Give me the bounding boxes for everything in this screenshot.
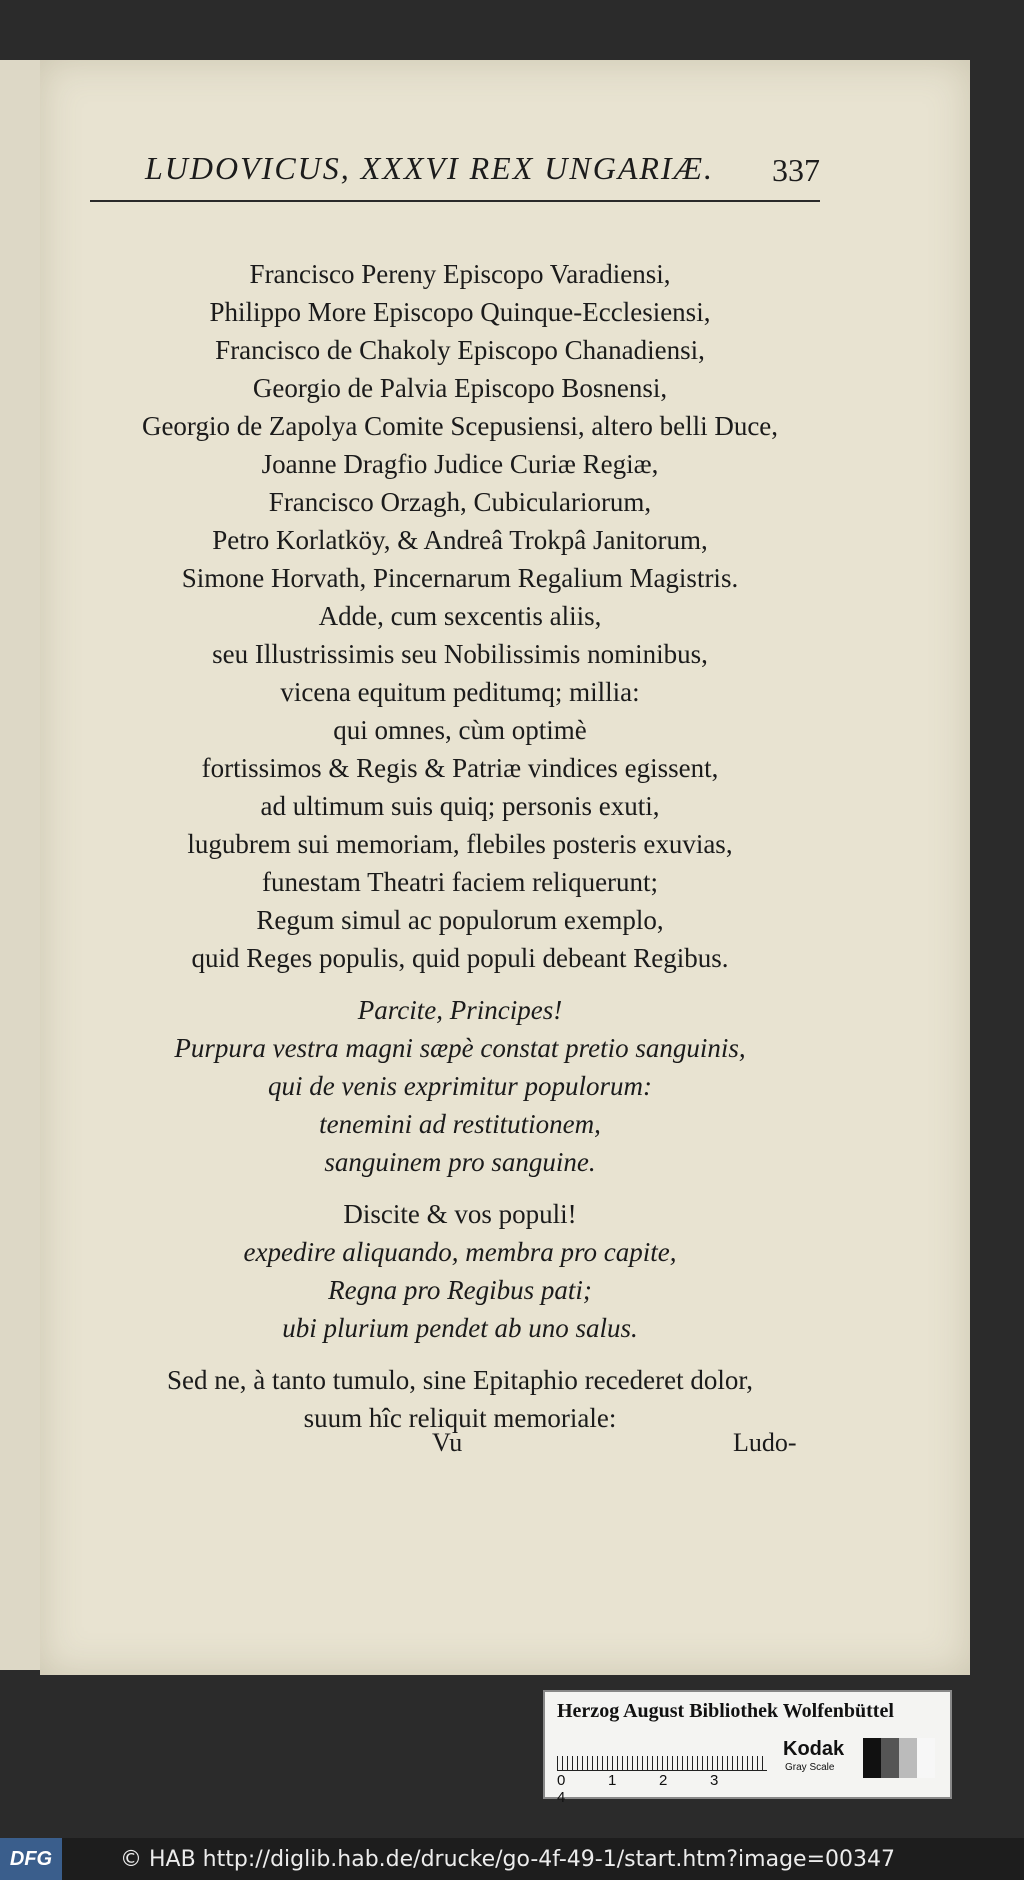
text-line: lugubrem sui memoriam, flebiles posteris exuvias, <box>187 829 733 859</box>
text-line: Simone Horvath, Pincernarum Regalium Magistris. <box>181 563 739 593</box>
catchword: Ludo- <box>733 1428 797 1457</box>
kodak-brand: Kodak <box>783 1738 845 1760</box>
text-line: Discite & vos populi! <box>343 1199 577 1229</box>
library-card-title: Herzog August Bibliothek Wolfenbüttel <box>557 1700 894 1722</box>
stanza-gap <box>80 1181 840 1195</box>
page-number: 337 <box>772 152 820 188</box>
signature-mark: Vu <box>432 1428 463 1457</box>
gray-swatch <box>917 1738 935 1778</box>
ruler-label: 2 <box>659 1772 668 1789</box>
running-head: LUDOVICUS, XXXVI REX UNGARIÆ. <box>145 150 715 186</box>
text-line: qui omnes, cùm optimè <box>333 715 587 745</box>
ruler-label: 4 <box>557 1789 566 1806</box>
text-line: qui de venis exprimitur populorum: <box>268 1071 652 1101</box>
text-line: expedire aliquando, membra pro capite, <box>243 1237 677 1267</box>
text-line: Regna pro Regibus pati; <box>328 1275 592 1305</box>
text-line: Adde, cum sexcentis aliis, <box>318 601 602 631</box>
facing-page-edge <box>0 60 42 1670</box>
text-line: Petro Korlatköy, & Andreâ Trokpâ Janitorum, <box>212 525 708 555</box>
text-line: Sed ne, à tanto tumulo, sine Epitaphio recederet dolor, <box>167 1365 753 1395</box>
text-line: Francisco Orzagh, Cubiculariorum, <box>268 487 652 517</box>
stanza-gap <box>80 977 840 991</box>
text-line: suum hîc reliquit memoriale: <box>303 1403 617 1433</box>
body-text <box>80 255 840 1437</box>
text-line: Joanne Dragfio Judice Curiæ Regiæ, <box>261 449 659 479</box>
gray-swatch <box>863 1738 881 1778</box>
ruler-scale <box>557 1736 767 1771</box>
text-line: tenemini ad restitutionem, <box>319 1109 601 1139</box>
text-line: Francisco de Chakoly Episcopo Chanadiensi, <box>215 335 705 365</box>
text-line: seu Illustrissimis seu Nobilissimis nominibus, <box>212 639 708 669</box>
copyright-link[interactable]: © HAB http://diglib.hab.de/drucke/go-4f-49-1/start.htm?image=00347 <box>120 1847 895 1872</box>
footer-bar <box>0 1838 1024 1880</box>
text-line: Georgio de Zapolya Comite Scepusiensi, altero belli Duce, <box>141 411 779 441</box>
ruler-label: 3 <box>710 1772 719 1789</box>
text-line: vicena equitum peditumq; millia: <box>280 677 640 707</box>
text-line: Regum simul ac populorum exemplo, <box>256 905 664 935</box>
library-color-card <box>543 1690 952 1806</box>
ruler-label: 1 <box>608 1772 617 1789</box>
gray-swatches <box>863 1738 935 1778</box>
gray-scale-label: Gray Scale <box>785 1762 835 1773</box>
page-header <box>90 150 820 202</box>
text-line: Georgio de Palvia Episcopo Bosnensi, <box>252 373 668 403</box>
text-line: ad ultimum suis quiq; personis exuti, <box>260 791 660 821</box>
text-line: sanguinem pro sanguine. <box>324 1147 596 1177</box>
gray-swatch <box>881 1738 899 1778</box>
text-line: quid Reges populis, quid populi debeant Regibus. <box>191 943 729 973</box>
text-line: Parcite, Principes! <box>357 995 563 1025</box>
stanza-gap <box>80 1347 840 1361</box>
text-line: ubi plurium pendet ab uno salus. <box>282 1313 638 1343</box>
dfg-logo: DFG <box>0 1838 62 1880</box>
text-line: Philippo More Episcopo Quinque-Ecclesiensi, <box>209 297 711 327</box>
gray-swatch <box>899 1738 917 1778</box>
text-line: fortissimos & Regis & Patriæ vindices egissent, <box>201 753 719 783</box>
text-line: Francisco Pereny Episcopo Varadiensi, <box>249 259 671 289</box>
ruler-labels <box>557 1772 777 1806</box>
ruler-label: 0 <box>557 1772 566 1789</box>
text-line: funestam Theatri faciem reliquerunt; <box>261 867 659 897</box>
text-line: Purpura vestra magni sæpè constat pretio sanguinis, <box>174 1033 746 1063</box>
